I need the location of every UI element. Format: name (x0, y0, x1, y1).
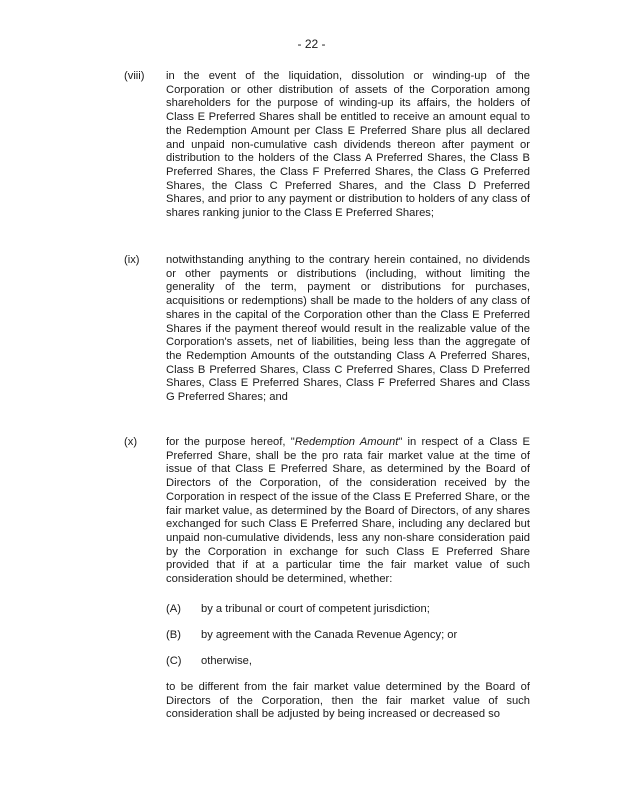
clause-label: (viii) (124, 70, 145, 82)
subitem-text: by a tribunal or court of competent jurisdiction; (201, 603, 430, 615)
subitem-label: (B) (166, 629, 181, 641)
clause-text-after: " in respect of a Class E Preferred Share, shall be the pro rata fair market value at the time of issue of that Class E Preferred Share, as determined by the Board of Directors of the Corporation, of the consideration received by the Corporation in respect of the issue of the Class E Preferred Share, or the fair market value, as determined by the Board of Directors, of any shares exchanged for such Class E Preferred Share, including any declared but unpaid non-cumulative dividends, less any non-share consideration paid by the Corporation in exchange for such Class E Preferred Share provided that if at a particular time the fair market value of such consideration should be determined, whether: (166, 436, 530, 586)
subitem-label: (C) (166, 655, 182, 667)
clause-text-before: for the purpose hereof, " (166, 436, 295, 448)
clause-label: (ix) (124, 254, 140, 266)
page-number: - 22 - (297, 37, 326, 51)
subitem-text: by agreement with the Canada Revenue Agency; or (201, 629, 458, 641)
subitem-text: otherwise, (201, 655, 252, 667)
clause-text (166, 436, 530, 587)
clause-label: (x) (124, 436, 138, 448)
clause-text: notwithstanding anything to the contrary herein contained, no dividends or other payments or distributions (including, without limiting the generality of the term, payment or distributions for purchases, acquisitions or redemptions) shall be made to the holders of any class of shares in the capital of the Corporation other than the Class E Preferred Shares if the payment thereof would result in the realizable value of the Corporation's assets, net of liabilities, being less than the aggregate of the Redemption Amounts of the outstanding Class A Preferred Shares, Class B Preferred Shares, Class C Preferred Shares, Class D Preferred Shares, Class E Preferred Shares, Class F Preferred Shares and Class G Preferred Shares; and (166, 254, 530, 404)
defined-term: Redemption Amount (294, 436, 399, 448)
subitem-label: (A) (166, 603, 181, 615)
continuation-paragraph: to be different from the fair market value determined by the Board of Directors of the Corporation, then the fair market value of such consideration shall be adjusted by being increased or decreased so (166, 681, 530, 721)
clause-text: in the event of the liquidation, dissolution or winding-up of the Corporation or other distribution of assets of the Corporation among shareholders for the purpose of winding-up its affairs, the holders of Class E Preferred Shares shall be entitled to receive an amount equal to the Redemption Amount per Class E Preferred Share plus all declared and unpaid non-cumulative cash dividends thereon after payment or distribution to the holders of the Class A Preferred Shares, the Class B Preferred Shares, the Class F Preferred Shares, the Class G Preferred Shares, the Class C Preferred Shares, and the Class D Preferred Shares, and prior to any payment or distribution to holders of any class of shares ranking junior to the Class E Preferred Shares; (166, 70, 530, 220)
